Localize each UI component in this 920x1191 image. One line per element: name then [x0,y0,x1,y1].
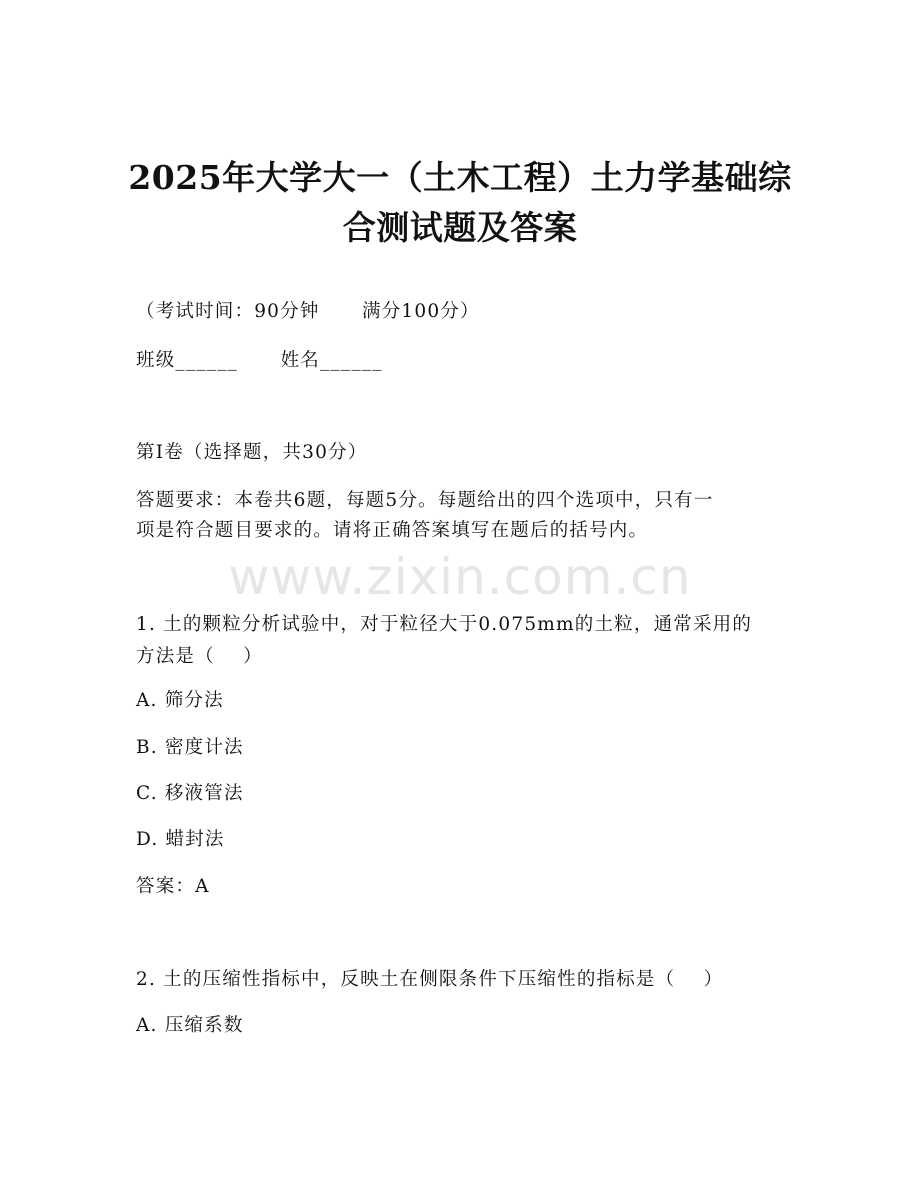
document-title-line-2: 合测试题及答案 [342,208,578,247]
requirements-line-2: 项是符合题目要求的。请将正确答案填写在题后的括号内。 [136,520,649,541]
question-1-option-a: A. 筛分法 [136,690,224,711]
question-2-stem-line-1: 2. 土的压缩性指标中，反映土在侧限条件下压缩性的指标是（ ） [136,969,724,990]
question-2-option-a: A. 压缩系数 [136,1015,244,1036]
section-heading: 第I卷（选择题，共30分） [136,442,368,463]
student-fields: 班级______ 姓名______ [136,350,383,371]
question-1-stem-line-1: 1. 土的颗粒分析试验中，对于粒径大于0.075mm的土粒，通常采用的 [136,614,753,635]
question-1-answer: 答案：A [136,876,210,897]
exam-info: （考试时间：90分钟 满分100分） [136,301,480,322]
question-1-option-d: D. 蜡封法 [136,829,225,850]
question-1-option-b: B. 密度计法 [136,737,244,758]
question-1-stem-line-2: 方法是（ ） [136,646,263,667]
document-title-line-1: 2025年大学大一（土木工程）土力学基础综 [128,158,792,197]
question-1-option-c: C. 移液管法 [136,783,244,804]
watermark: www.zixin.com.cn [228,548,692,606]
requirements-line-1: 答题要求：本卷共6题，每题5分。每题给出的四个选项中，只有一 [136,490,714,511]
